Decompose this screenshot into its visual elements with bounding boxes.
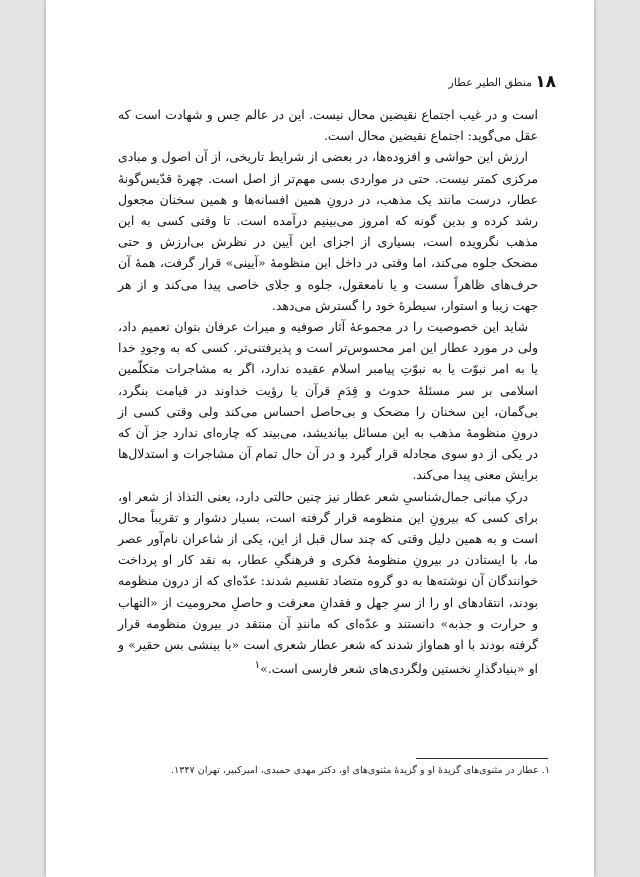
page-header — [46, 72, 594, 94]
paragraph-4 — [118, 486, 538, 680]
footnote-marker: ۱ — [254, 659, 261, 672]
footnote-divider — [416, 758, 548, 759]
paragraph-3: شاید این خصوصیت را در مجموعهٔ آثار صوفیه و میراث عرفان بتوان تعمیم داد، ولی در مورد عطار این امر محسوس‌تر است و پذیرفتنی‌تر. کسی که به وجودِ خدا یا به امر نبوّت یا به نبوّتِ پیامبر اسلام عقیده ندارد، اگر به مشاجرات متکلّمین اسلامی بر سر مسئلهٔ حدوث و قِدَمِ قرآن یا رؤیت خداوند در قیامت بنگرد، بی‌گمان، این سخنان را مضحک و بی‌حاصل احساس می‌کند ولی وقتی کسی از درونِ منظومهٔ مذهب به این مسائل بیاندیشد، می‌بیند که چاره‌ای ندارد جز آن که در یکی از دو سوی مجادله قرار گیرد و در آن حال تمام آن مشاجرات و استدلال‌ها برایش معنی پیدا می‌کند. — [118, 319, 538, 483]
running-title: منطق الطیر عطار — [448, 76, 532, 89]
paragraph-1: است و در غیب اجتماع نقیضین محال نیست. این در عالم حِس و شهادت است که عقل می‌گوید: اجتماع نقیضین محال است. — [118, 107, 538, 144]
footnote: ۱. عطار در مثنوی‌های گزیدهٔ او و گزیدهٔ مثنوی‌های او، دکتر مهدی حمیدی، امیرکبیر، تهران ۱۳۴۷. — [171, 765, 550, 776]
page-number: ۱۸ — [535, 72, 556, 92]
paragraph-2: ارزش این حواشی و افزوده‌ها، در بعضی از شرایط تاریخی، از آن اصول و مبادی مرکزی کمتر نیست. حتی در مواردی بسی مهم‌تر از اصل است. چهرهٔ قدّیس‌گونهٔ عطار، درست مانند یک مذهب، در درونِ همین افسانه‌ها و همین سخنان مجعول رشد کرده و بدین گونه که امروز می‌بینیم درآمده است. تا وقتی کسی به این مذهب نگرویده است، بسیاری از اجزای این آیین در نظرش بی‌ارزش و حتی مضحک جلوه می‌کند، اما وقتی در داخل این منظومهٔ «آیینی» قرار گرفت، همهٔ آن حرف‌های ظاهراً سست و یا نامعقول، جلوه و جلای خاصی پیدا می‌کند و از هر جهت زیبا و استوار، سیطرهٔ خود را گسترش می‌دهد. — [118, 149, 538, 313]
body-text — [118, 104, 538, 680]
book-page — [46, 0, 594, 877]
paragraph-4-text: درکِ مبانی جمال‌شناسیِ شعر عطار نیز چنین حالتی دارد، یعنی التذاذ از شعر او، برای کسی که بیرونِ این منظومه قرار گرفته است، بسیار دشوار و تقریباً محال است و به همین دلیل وقتی که چند سال قبل از این، یکی از شاعران نام‌آور عصر ما، با ایستادن در بیرونِ منظومهٔ فکری و فرهنگیِ عطار، به نقد کار او پرداخت خوانندگان آن نوشته‌ها به دو گروه متضاد تقسیم شدند: عدّه‌ای که از درون منظومه بودند، انتقادهای او را از سرِ جهل و فقدانِ معرفت و حاصلِ محرومیت از «التهاب و حرارت و جذبه» دانستند و عدّه‌ای که مانندِ آن منتقد در بیرون منظومه قرار گرفته بودند با او هماواز شدند که شعر عطار شعری است «با بینشی بس حقیر» و او «بنیادگذارِ نخستین ولگردی‌های شعر فارسی است.» — [118, 488, 538, 677]
